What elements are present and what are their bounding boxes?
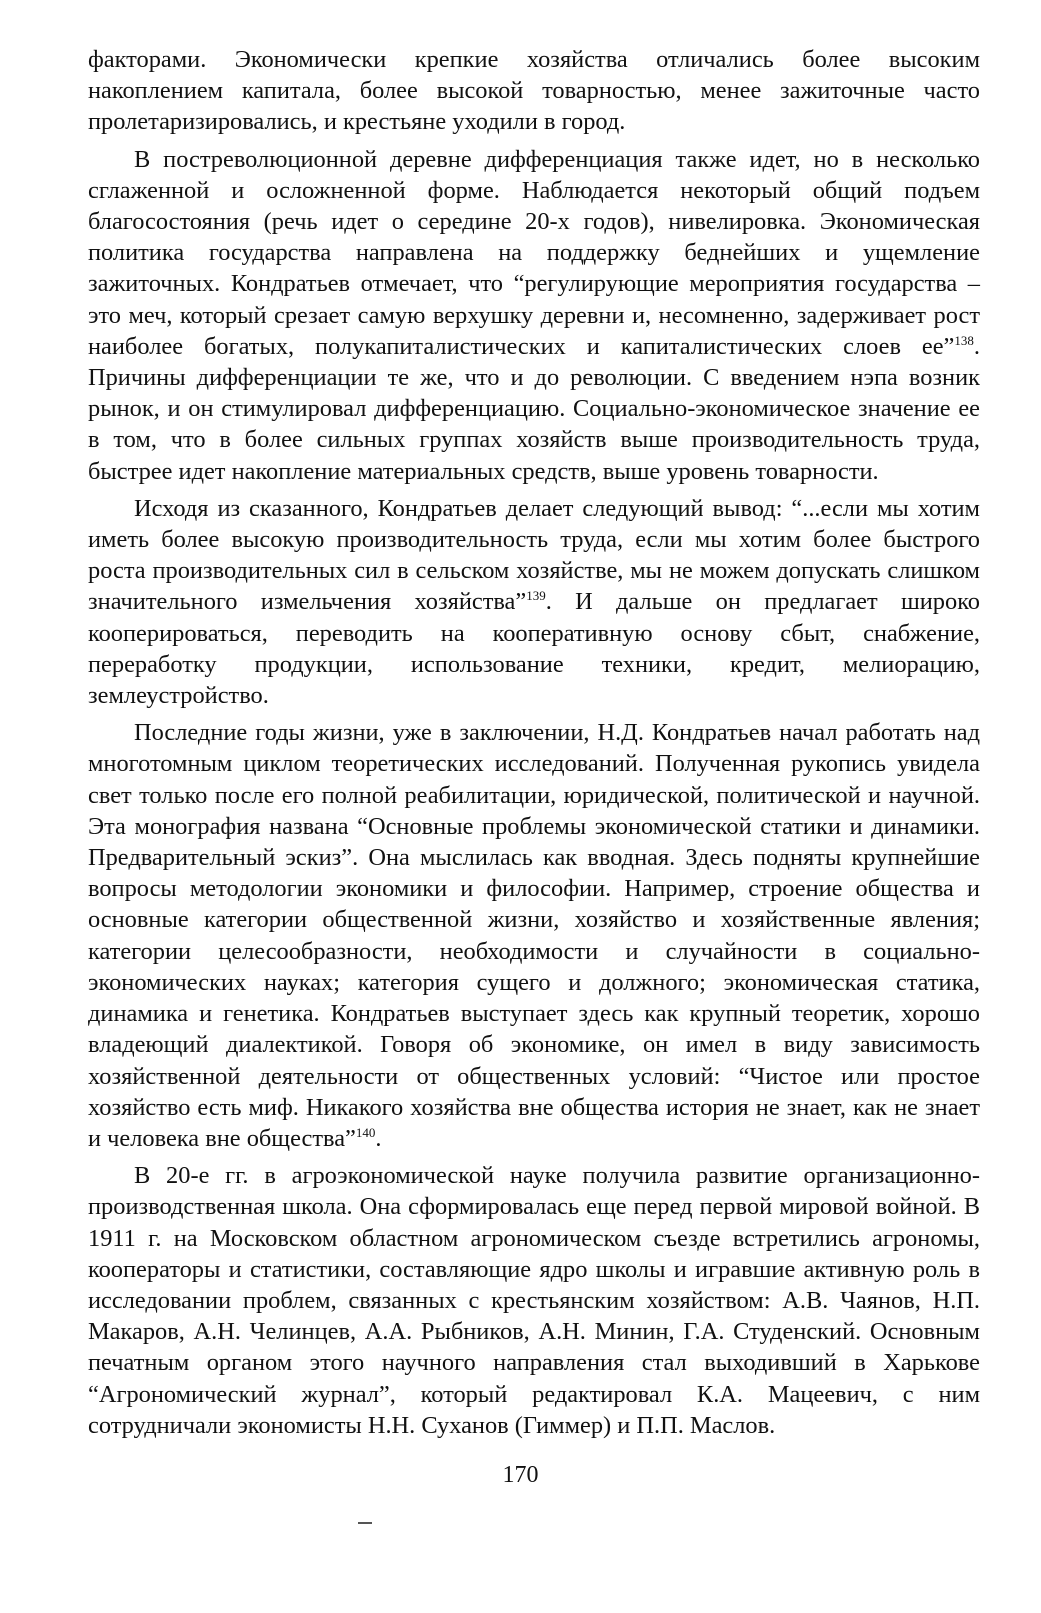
- page-body: [88, 44, 980, 1447]
- paragraph-1: [88, 44, 980, 138]
- footnote-ref-138: 138: [954, 332, 974, 348]
- page-number: 170: [502, 1462, 539, 1488]
- paragraph-3: [88, 493, 980, 711]
- paragraph-2-tail: . Причины дифференциации те же, что и до революции. С введением нэпа возник рынок, и он стимулировал дифференциацию. Социально-экономическое значение ее в том, что в более сильных группах хозяйств выше производительность труда, быстрее идет накопление материальных средств, выше уровень товарности.: [88, 332, 980, 485]
- paragraph-1-text: факторами. Экономически крепкие хозяйства отличались более высоким накоплением капитала, более высокой товарностью, менее зажиточные часто пролетаризировались, и крестьяне уходили в город.: [88, 46, 980, 136]
- paragraph-4-text: Последние годы жизни, уже в заключении, Н.Д. Кондратьев начал работать над многотомным циклом теоретических исследований. Полученная рукопись увидела свет только после его полной реабилитации, юридической, политической и научной. Эта монография названа “Основные проблемы экономической статики и динамики. Предварительный эскиз”. Она мыслилась как вводная. Здесь подняты крупнейшие вопросы методологии экономики и философии. Например, строение общества и основные категории общественной жизни, хозяйство и хозяйственные явления; категории целесообразности, необходимости и случайности в социально-экономических науках; категория сущего и должного; экономическая статика, динамика и генетика. Кондратьев выступает здесь как крупный теоретик, хорошо владеющий диалектикой. Говоря об экономике, он имел в виду зависимость хозяйственной деятельности от общественных условий: “Чистое или простое хозяйство есть миф. Никакого хозяйства вне общества история не знает, как не знает и человека вне общества”: [88, 719, 980, 1152]
- scan-mark: [358, 1522, 372, 1524]
- footnote-ref-139: 139: [526, 588, 546, 604]
- paragraph-2: [88, 144, 980, 487]
- paragraph-5: [88, 1160, 980, 1441]
- paragraph-5-text: В 20-е гг. в агроэкономической науке получила развитие организационно-производственная школа. Она сформировалась еще перед первой мировой войной. В 1911 г. на Московском областном агрономическом съезде встретились агрономы, кооператоры и статистики, составляющие ядро школы и игравшие активную роль в исследовании проблем, связанных с крестьянским хозяйством: А.В. Чаянов, Н.П. Макаров, А.Н. Челинцев, А.А. Рыбников, А.Н. Минин, Г.А. Студенский. Основным печатным органом этого научного направления стал выходивший в Харькове “Агрономический журнал”, который редактировал К.А. Мацеевич, с ним сотрудничали экономисты Н.Н. Суханов (Гиммер) и П.П. Маслов.: [88, 1162, 980, 1439]
- paragraph-4: [88, 717, 980, 1154]
- paragraph-3-tail: . И дальше он предлагает широко кооперироваться, переводить на кооперативную основу сбыт, снабжение, переработку продукции, использование техники, кредит, мелиорацию, землеустройство.: [88, 588, 980, 710]
- paragraph-4-tail: .: [375, 1124, 382, 1152]
- paragraph-3-text: Исходя из сказанного, Кондратьев делает следующий вывод: “...если мы хотим иметь более высокую производительность труда, если мы хотим более быстрого роста производительных сил в сельском хозяйстве, мы не можем допускать слишком значительного измельчения хозяйства”: [88, 494, 980, 616]
- footnote-ref-140: 140: [355, 1124, 376, 1140]
- paragraph-2-text: В постреволюционной деревне дифференциация также идет, но в несколько сглаженной и осложненной форме. Наблюдается некоторый общий подъем благосостояния (речь идет о середине 20-х годов), нивелировка. Экономическая политика государства направлена на поддержку беднейших и ущемление зажиточных. Кондратьев отмечает, что “регулирующие мероприятия государства – это меч, который срезает самую верхушку деревни и, несомненно, задерживает рост наиболее богатых, полукапиталистических и капиталистических слоев ее”: [88, 145, 980, 360]
